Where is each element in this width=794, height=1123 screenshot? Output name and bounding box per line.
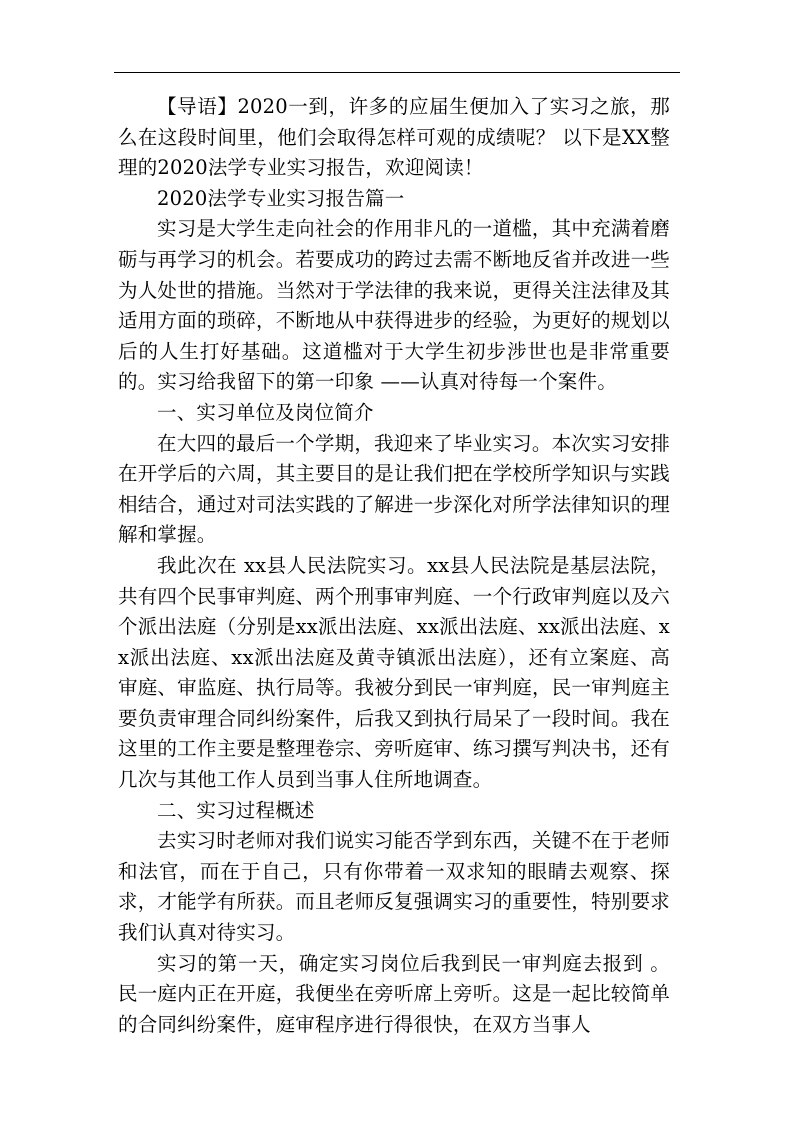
body-paragraph: 实习的第一天，确定实习岗位后我到民一审判庭去报到 。民一庭内正在开庭，我便坐在旁听席上旁听。这是一起比较简单的合同纠纷案件，庭审程序进行得很快，在双方当事人 [118,951,670,1036]
section-heading-2: 二、实习过程概述 [157,798,315,822]
section-heading-1: 一、实习单位及岗位简介 [157,400,374,424]
body-paragraph: 我此次在 xx县人民法院实习。xx县人民法院是基层法院，共有四个民事审判庭、两个刑事审判庭、一个行政审判庭以及六个派出法庭（分别是xx派出法庭、xx派出法庭、xx派出法庭、xx派出法庭、xx派出法庭及黄寺镇派出法庭），还有立案庭、高审庭、审监庭、执行局等。我被分到民一审判庭，民一审判庭主要负责审理合同纠纷案件，后我又到执行局呆了一段时间。我在这里的工作主要是整理卷宗、旁听庭审、练习撰写判决书，还有几次与其他工作人员到当事人住所地调查。 [118,553,670,792]
body-paragraph: 在大四的最后一个学期，我迎来了毕业实习。本次实习安排在开学后的六周，其主要目的是让我们把在学校所学知识与实践相结合，通过对司法实践的了解进一步深化对所学法律知识的理解和掌握。 [118,431,670,547]
body-paragraph: 实习是大学生走向社会的作用非凡的一道槛，其中充满着磨砺与再学习的机会。若要成功的跨过去需不断地反省并改进一些为人处世的措施。当然对于学法律的我来说，更得关注法律及其适用方面的琐碎，不断地从中获得进步的经验，为更好的规划以后的人生打好基础。这道槛对于大学生初步涉世也是非常重要的。实习给我留下的第一印象 ——认真对待每一个案件。 [118,217,670,394]
body-paragraph: 去实习时老师对我们说实习能否学到东西，关键不在于老师和法官，而在于自己，只有你带着一双求知的眼睛去观察、探求，才能学有所获。而且老师反复强调实习的重要性，特别要求我们认真对待实习。 [118,829,670,945]
document-body [118,92,670,1040]
intro-paragraph: 【导语】2020一到，许多的应届生便加入了实习之旅，那么在这段时间里，他们会取得怎样可观的成绩呢？ 以下是XX整理的2020法学专业实习报告，欢迎阅读！ [118,95,670,180]
header-rule [114,72,680,73]
report-title: 2020法学专业实习报告篇一 [157,186,405,210]
